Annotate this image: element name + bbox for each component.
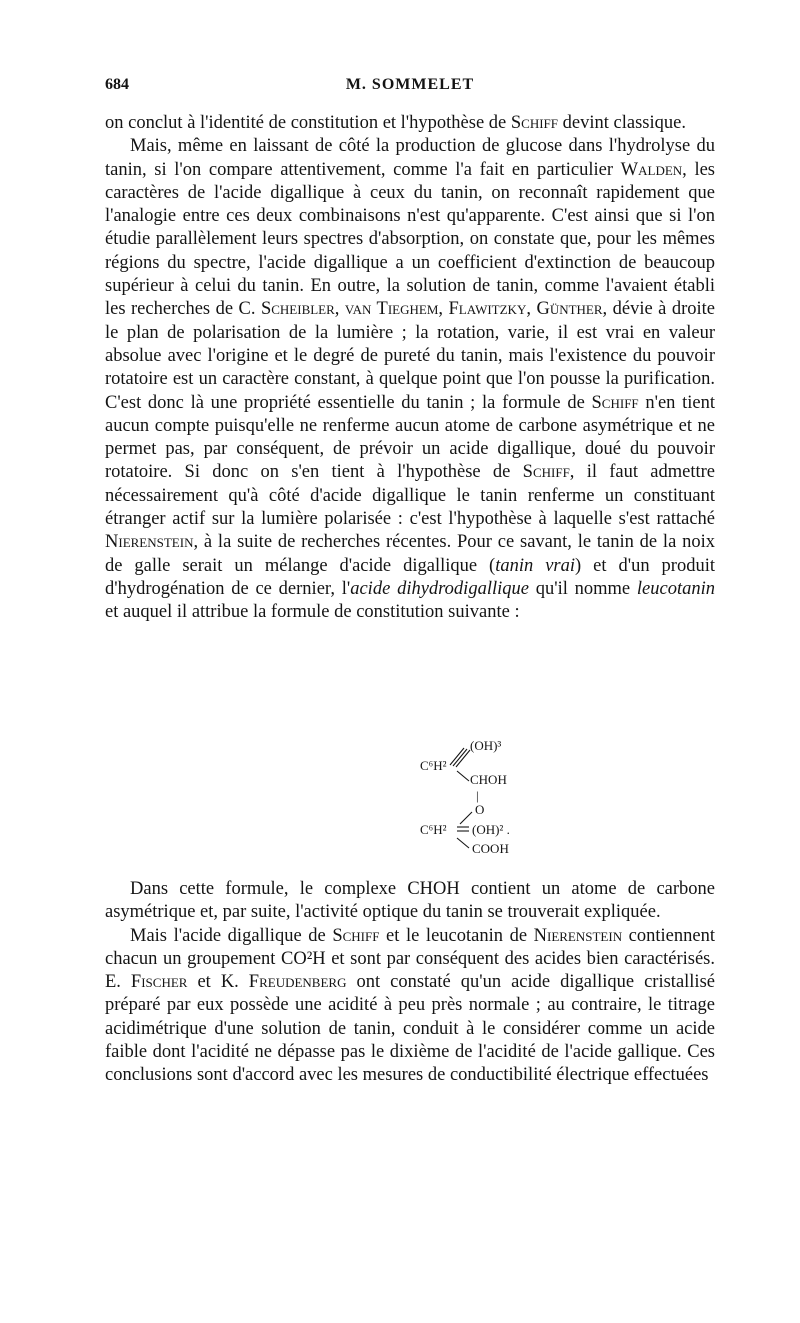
author-schiff: Schiff <box>510 113 559 133</box>
author-schiff: Schiff <box>522 462 570 483</box>
paragraph-walden: Mais, même en laissant de côté la production de glucose dans l'hydrolyse du tanin, si l'on compare attentivement, comme l'a fait en particulier Walden, les caractères de l'acide digallique à ceux du tanin, on reconnaît rapidement que l'analogie entre ces deux combinaisons n'est qu'apparente. C'est ainsi que si l'on étudie parallèlement leurs spectres d'absorption, on constate que, pour les mêmes régions du spectre, l'acide digallique a un coefficient d'extinction de beaucoup supérieur à celui du tanin. En outre, la solution de tanin, comme l'avaient établi les recherches de C. Scheibler, van Tieghem, Flawitzky, Günther, dévie à droite le plan de polarisation de la lumière ; la rotation, varie, il est vrai en valeur absolue avec l'origine et le degré de pureté du tanin, mais l'existence du pouvoir rotatoire est un caractère constant, à quelque point que l'on pousse la purification. C'est donc là une propriété essentielle du tanin ; la formule de Schiff n'en tient aucun compte puisqu'elle ne renferme aucun atome de carbone asymétrique et ne permet pas, par conséquent, de prévoir un acide digallique, doué du pouvoir rotatoire. Si donc on s'en tient à l'hypothèse de Schiff, il faut admettre nécessairement qu'à côté d'acide digallique le tanin renferme un constituant étranger actif sur la lumière polarisée : c'est l'hypothèse à laquelle s'est rattaché Nierenstein, à la suite de recherches récentes. Pour ce savant, le tanin de la noix de galle serait un mélange d'acide digallique (tanin vrai) et d'un produit d'hydrogénation de ce dernier, l'acide dihydrodigallique qu'il nomme leucotanin et auquel il attribue la formule de constitution suivante : <box>105 136 716 623</box>
author-flawitzky: Flawitzky <box>448 299 527 320</box>
formula-c6h2-top: C⁶H² <box>420 758 447 773</box>
term-leucotanin: leucotanin <box>636 578 716 599</box>
term-tanin-vrai: tanin vrai <box>495 555 576 576</box>
running-title: M. SOMMELET <box>345 76 475 93</box>
paragraph-fischer: Mais l'acide digallique de Schiff et le leucotanin de Nierenstein contiennent chacun un groupement CO²H et sont par conséquent des acides bien caractérisés. E. Fischer et K. Freudenberg ont constaté qu'un acide digallique cristallisé préparé par eux possède une acidité à peu près normale ; au contraire, le titrage acidimétrique d'une solution de tanin, conduit à le considérer comme un acide faible dont l'acidité ne dépasse pas le dixième de l'acidité de l'acide gallique. Ces conclusions sont d'accord avec les mesures de conductibilité électrique effectuées <box>105 925 715 1086</box>
bond-to-choh <box>457 771 469 781</box>
formula-oh3: (OH)³ <box>470 738 502 753</box>
formula-vertical-bond: | <box>476 788 479 803</box>
body-text-lower <box>105 878 715 1088</box>
formula-oh2: (OH)² . <box>472 822 510 837</box>
paragraph-intro <box>105 112 715 135</box>
author-schiff: Schiff <box>332 925 380 946</box>
bond-upper-c <box>456 750 470 767</box>
chemical-formula <box>420 728 560 858</box>
text-run: devint classique. <box>558 113 686 133</box>
bond-to-oxygen <box>460 812 472 824</box>
page-number: 684 <box>105 76 129 93</box>
author-freudenberg: K. Freudenberg <box>220 972 347 993</box>
paragraph-formula-comment: Dans cette formule, le complexe CHOH contient un atome de carbone asymétrique et, par suite, l'activité optique du tanin se trouverait expliquée. <box>105 879 715 923</box>
author-fischer: E. Fischer <box>105 972 188 993</box>
formula-c6h2-bottom: C⁶H² <box>420 822 447 837</box>
author-van-tieghem: van Tieghem <box>344 299 439 320</box>
body-text-upper <box>105 112 715 625</box>
formula-choh: CHOH <box>470 772 507 787</box>
text-run: on conclut à l'identité de constitution et l'hypothèse de <box>105 113 511 133</box>
author-nierenstein: Nierenstein <box>105 532 194 553</box>
author-gunther: Günther <box>536 299 603 320</box>
page-header <box>105 76 715 98</box>
term-acide-dihydrodigallique: acide dihydrodigallique <box>350 578 529 599</box>
formula-cooh: COOH <box>472 841 509 856</box>
bond-upper-a <box>450 748 464 765</box>
bond-to-cooh <box>457 838 469 848</box>
author-schiff: Schiff <box>591 392 639 413</box>
author-scheibler: C. Scheibler <box>238 299 335 320</box>
bond-upper-b <box>453 749 467 766</box>
formula-oxygen: O <box>475 802 485 817</box>
author-walden: Walden <box>620 159 683 180</box>
author-nierenstein: Nierenstein <box>533 925 623 946</box>
